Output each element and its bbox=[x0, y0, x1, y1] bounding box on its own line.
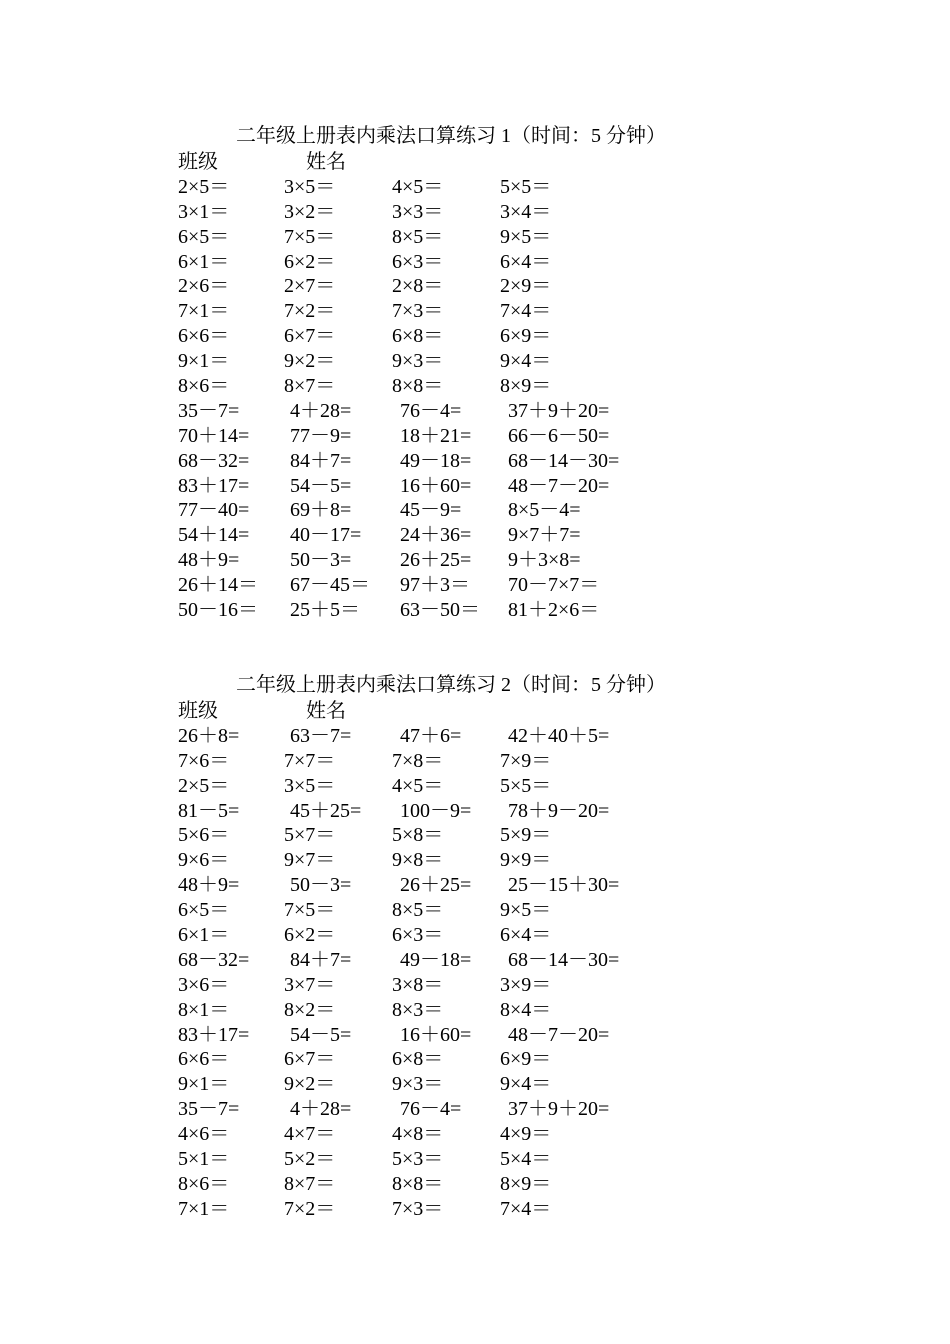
problem-item: 4×6＝ bbox=[178, 1123, 230, 1146]
problem-item: 68－32= bbox=[178, 948, 250, 971]
problem-item: 3×5＝ bbox=[284, 175, 336, 198]
problem-item: 9×2＝ bbox=[284, 1073, 336, 1096]
problem-item: 54－5= bbox=[290, 474, 352, 497]
problem-item: 9×7＝ bbox=[284, 849, 336, 872]
name-label: 姓名 bbox=[306, 151, 346, 173]
problem-item: 7×2＝ bbox=[284, 300, 336, 323]
problem-row bbox=[178, 250, 738, 275]
problem-item: 7×5＝ bbox=[284, 899, 336, 922]
problem-item: 6×9＝ bbox=[500, 325, 552, 348]
problem-item: 6×3＝ bbox=[392, 924, 444, 947]
problem-rows bbox=[178, 724, 738, 1222]
problem-row bbox=[178, 724, 738, 749]
problem-item: 8×5＝ bbox=[392, 225, 444, 248]
problem-row bbox=[178, 324, 738, 349]
problem-item: 5×8＝ bbox=[392, 824, 444, 847]
problem-item: 50－3= bbox=[290, 874, 352, 897]
problem-row bbox=[178, 498, 738, 523]
problem-item: 78＋9－20= bbox=[508, 799, 610, 822]
problem-item: 69＋8= bbox=[290, 499, 352, 522]
problem-item: 6×3＝ bbox=[392, 250, 444, 273]
problem-row bbox=[178, 823, 738, 848]
problem-row bbox=[178, 1047, 738, 1072]
problem-item: 81＋2×6＝ bbox=[508, 599, 600, 622]
problem-item: 6×9＝ bbox=[500, 1048, 552, 1071]
problem-item: 3×8＝ bbox=[392, 973, 444, 996]
problem-item: 8×7＝ bbox=[284, 1172, 336, 1195]
problem-row bbox=[178, 998, 738, 1023]
problem-item: 35－7= bbox=[178, 1098, 240, 1121]
problem-item: 9×6＝ bbox=[178, 849, 230, 872]
problem-item: 6×1＝ bbox=[178, 924, 230, 947]
problem-item: 37＋9＋20= bbox=[508, 1098, 610, 1121]
problem-item: 49－18= bbox=[400, 449, 472, 472]
problem-item: 6×6＝ bbox=[178, 1048, 230, 1071]
problem-item: 9×3＝ bbox=[392, 350, 444, 373]
problem-item: 6×7＝ bbox=[284, 1048, 336, 1071]
problem-item: 5×4＝ bbox=[500, 1148, 552, 1171]
problem-item: 2×6＝ bbox=[178, 275, 230, 298]
problem-item: 5×2＝ bbox=[284, 1148, 336, 1171]
problem-item: 81－5= bbox=[178, 799, 240, 822]
problem-row bbox=[178, 349, 738, 374]
problem-row bbox=[178, 848, 738, 873]
problem-item: 63－50＝ bbox=[400, 599, 480, 622]
problem-item: 6×8＝ bbox=[392, 1048, 444, 1071]
problem-item: 16＋60= bbox=[400, 1023, 472, 1046]
problem-row bbox=[178, 225, 738, 250]
problem-item: 97＋3＝ bbox=[400, 574, 470, 597]
problem-item: 7×7＝ bbox=[284, 749, 336, 772]
problem-item: 2×8＝ bbox=[392, 275, 444, 298]
problem-row bbox=[178, 923, 738, 948]
problem-rows bbox=[178, 175, 738, 623]
problem-row bbox=[178, 774, 738, 799]
problem-row bbox=[178, 873, 738, 898]
problem-item: 9×5＝ bbox=[500, 899, 552, 922]
problem-row bbox=[178, 1122, 738, 1147]
problem-row bbox=[178, 799, 738, 824]
problem-item: 4×5＝ bbox=[392, 175, 444, 198]
problem-row bbox=[178, 749, 738, 774]
problem-item: 5×3＝ bbox=[392, 1148, 444, 1171]
section-title: 二年级上册表内乘法口算练习 1（时间：5 分钟） bbox=[236, 125, 666, 147]
problem-item: 6×6＝ bbox=[178, 325, 230, 348]
problem-row bbox=[178, 1147, 738, 1172]
problem-item: 8×9＝ bbox=[500, 1172, 552, 1195]
problem-item: 68－14－30= bbox=[508, 948, 620, 971]
problem-item: 7×5＝ bbox=[284, 225, 336, 248]
problem-item: 42＋40＋5= bbox=[508, 724, 610, 747]
problem-item: 4＋28= bbox=[290, 399, 352, 422]
problem-item: 77－9= bbox=[290, 424, 352, 447]
problem-item: 7×1＝ bbox=[178, 1197, 230, 1220]
problem-item: 7×9＝ bbox=[500, 749, 552, 772]
problem-item: 26＋14＝ bbox=[178, 574, 258, 597]
problem-item: 3×7＝ bbox=[284, 973, 336, 996]
problem-item: 70－7×7＝ bbox=[508, 574, 600, 597]
problem-item: 83＋17= bbox=[178, 474, 250, 497]
problem-item: 5×7＝ bbox=[284, 824, 336, 847]
problem-item: 8×4＝ bbox=[500, 998, 552, 1021]
problem-item: 8×5＝ bbox=[392, 899, 444, 922]
problem-item: 8×8＝ bbox=[392, 1172, 444, 1195]
problem-item: 8×1＝ bbox=[178, 998, 230, 1021]
problem-item: 6×4＝ bbox=[500, 250, 552, 273]
problem-item: 8×6＝ bbox=[178, 375, 230, 398]
problem-item: 9＋3×8= bbox=[508, 549, 581, 572]
problem-item: 7×6＝ bbox=[178, 749, 230, 772]
problem-row bbox=[178, 1023, 738, 1048]
problem-row bbox=[178, 548, 738, 573]
problem-item: 68－14－30= bbox=[508, 449, 620, 472]
student-info-line bbox=[178, 699, 738, 724]
problem-item: 7×8＝ bbox=[392, 749, 444, 772]
problem-row bbox=[178, 898, 738, 923]
problem-item: 9×4＝ bbox=[500, 1073, 552, 1096]
problem-item: 2×5＝ bbox=[178, 774, 230, 797]
problem-item: 77－40= bbox=[178, 499, 250, 522]
problem-item: 84＋7= bbox=[290, 948, 352, 971]
problem-item: 3×9＝ bbox=[500, 973, 552, 996]
problem-item: 3×5＝ bbox=[284, 774, 336, 797]
problem-item: 7×4＝ bbox=[500, 1197, 552, 1220]
problem-item: 67－45＝ bbox=[290, 574, 370, 597]
problem-item: 54＋14= bbox=[178, 524, 250, 547]
problem-item: 66－6－50= bbox=[508, 424, 610, 447]
problem-item: 8×7＝ bbox=[284, 375, 336, 398]
problem-row bbox=[178, 474, 738, 499]
problem-item: 9×1＝ bbox=[178, 1073, 230, 1096]
problem-row bbox=[178, 523, 738, 548]
problem-item: 4×8＝ bbox=[392, 1123, 444, 1146]
problem-item: 8×8＝ bbox=[392, 375, 444, 398]
problem-item: 63－7= bbox=[290, 724, 352, 747]
problem-item: 70＋14= bbox=[178, 424, 250, 447]
problem-item: 8×2＝ bbox=[284, 998, 336, 1021]
problem-row bbox=[178, 399, 738, 424]
class-label: 班级 bbox=[178, 700, 218, 722]
problem-item: 76－4= bbox=[400, 1098, 462, 1121]
problem-item: 5×9＝ bbox=[500, 824, 552, 847]
problem-row bbox=[178, 973, 738, 998]
problem-row bbox=[178, 274, 738, 299]
problem-item: 5×5＝ bbox=[500, 774, 552, 797]
problem-item: 6×4＝ bbox=[500, 924, 552, 947]
problem-item: 25－15＋30= bbox=[508, 874, 620, 897]
problem-row bbox=[178, 175, 738, 200]
problem-row bbox=[178, 299, 738, 324]
student-info-line bbox=[178, 150, 738, 175]
problem-item: 5×6＝ bbox=[178, 824, 230, 847]
problem-item: 50－3= bbox=[290, 549, 352, 572]
problem-item: 50－16＝ bbox=[178, 599, 258, 622]
problem-item: 37＋9＋20= bbox=[508, 399, 610, 422]
problem-item: 84＋7= bbox=[290, 449, 352, 472]
problem-row bbox=[178, 424, 738, 449]
problem-item: 8×9＝ bbox=[500, 375, 552, 398]
problem-item: 3×4＝ bbox=[500, 200, 552, 223]
problem-item: 2×7＝ bbox=[284, 275, 336, 298]
problem-item: 83＋17= bbox=[178, 1023, 250, 1046]
problem-item: 7×3＝ bbox=[392, 300, 444, 323]
problem-item: 2×9＝ bbox=[500, 275, 552, 298]
problem-item: 9×8＝ bbox=[392, 849, 444, 872]
problem-row bbox=[178, 1097, 738, 1122]
problem-item: 3×3＝ bbox=[392, 200, 444, 223]
problem-item: 48－7－20= bbox=[508, 1023, 610, 1046]
problem-item: 9×7＋7= bbox=[508, 524, 581, 547]
problem-item: 4＋28= bbox=[290, 1098, 352, 1121]
problem-item: 3×2＝ bbox=[284, 200, 336, 223]
problem-item: 45－9= bbox=[400, 499, 462, 522]
problem-item: 2×5＝ bbox=[178, 175, 230, 198]
problem-item: 6×7＝ bbox=[284, 325, 336, 348]
problem-item: 4×7＝ bbox=[284, 1123, 336, 1146]
problem-item: 7×1＝ bbox=[178, 300, 230, 323]
problem-item: 68－32= bbox=[178, 449, 250, 472]
problem-item: 26＋8= bbox=[178, 724, 240, 747]
exercise-section-1 bbox=[178, 122, 738, 623]
problem-item: 47＋6= bbox=[400, 724, 462, 747]
problem-item: 24＋36= bbox=[400, 524, 472, 547]
problem-item: 16＋60= bbox=[400, 474, 472, 497]
problem-item: 5×1＝ bbox=[178, 1148, 230, 1171]
problem-item: 9×2＝ bbox=[284, 350, 336, 373]
problem-item: 48＋9= bbox=[178, 549, 240, 572]
problem-item: 40－17= bbox=[290, 524, 362, 547]
problem-row bbox=[178, 449, 738, 474]
problem-item: 6×5＝ bbox=[178, 225, 230, 248]
problem-item: 35－7= bbox=[178, 399, 240, 422]
problem-item: 6×2＝ bbox=[284, 250, 336, 273]
problem-item: 48＋9= bbox=[178, 874, 240, 897]
problem-row bbox=[178, 374, 738, 399]
problem-item: 7×3＝ bbox=[392, 1197, 444, 1220]
problem-item: 8×6＝ bbox=[178, 1172, 230, 1195]
problem-item: 26＋25= bbox=[400, 874, 472, 897]
problem-row bbox=[178, 598, 738, 623]
problem-row bbox=[178, 200, 738, 225]
problem-item: 8×3＝ bbox=[392, 998, 444, 1021]
problem-item: 9×4＝ bbox=[500, 350, 552, 373]
problem-item: 6×8＝ bbox=[392, 325, 444, 348]
problem-item: 48－7－20= bbox=[508, 474, 610, 497]
problem-item: 6×5＝ bbox=[178, 899, 230, 922]
problem-item: 45＋25= bbox=[290, 799, 362, 822]
problem-row bbox=[178, 1197, 738, 1222]
problem-item: 9×1＝ bbox=[178, 350, 230, 373]
problem-item: 54－5= bbox=[290, 1023, 352, 1046]
problem-item: 6×2＝ bbox=[284, 924, 336, 947]
problem-item: 5×5＝ bbox=[500, 175, 552, 198]
problem-item: 9×9＝ bbox=[500, 849, 552, 872]
problem-item: 4×9＝ bbox=[500, 1123, 552, 1146]
name-label: 姓名 bbox=[306, 700, 346, 722]
problem-item: 18＋21= bbox=[400, 424, 472, 447]
problem-row bbox=[178, 1172, 738, 1197]
section-title: 二年级上册表内乘法口算练习 2（时间：5 分钟） bbox=[236, 674, 666, 696]
problem-row bbox=[178, 948, 738, 973]
problem-item: 8×5－4= bbox=[508, 499, 581, 522]
problem-item: 9×5＝ bbox=[500, 225, 552, 248]
problem-item: 3×6＝ bbox=[178, 973, 230, 996]
problem-item: 9×3＝ bbox=[392, 1073, 444, 1096]
problem-row bbox=[178, 573, 738, 598]
class-label: 班级 bbox=[178, 151, 218, 173]
problem-item: 7×4＝ bbox=[500, 300, 552, 323]
problem-item: 76－4= bbox=[400, 399, 462, 422]
problem-item: 100－9= bbox=[400, 799, 472, 822]
problem-row bbox=[178, 1072, 738, 1097]
exercise-section-2 bbox=[178, 671, 738, 1222]
problem-item: 25＋5＝ bbox=[290, 599, 360, 622]
problem-item: 6×1＝ bbox=[178, 250, 230, 273]
problem-item: 26＋25= bbox=[400, 549, 472, 572]
problem-item: 49－18= bbox=[400, 948, 472, 971]
problem-item: 3×1＝ bbox=[178, 200, 230, 223]
problem-item: 7×2＝ bbox=[284, 1197, 336, 1220]
problem-item: 4×5＝ bbox=[392, 774, 444, 797]
